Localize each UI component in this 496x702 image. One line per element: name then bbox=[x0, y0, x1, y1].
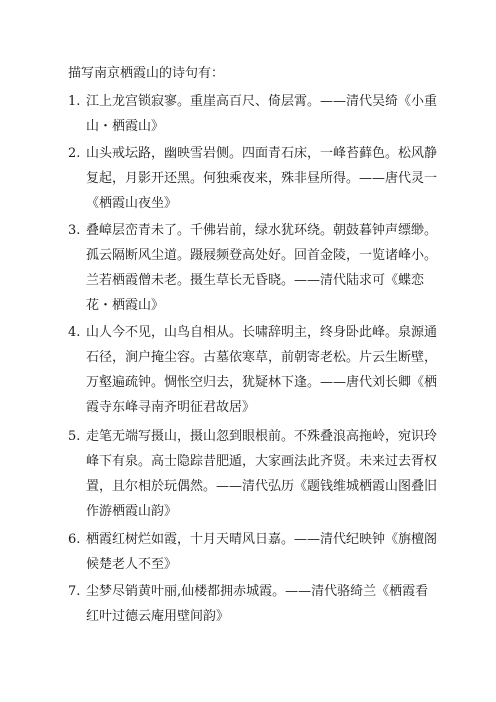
poem-item-6 bbox=[68, 527, 443, 577]
poem-line: 峰下有泉。高士隐踪昔肥遁，大家画法此齐贤。未来过去胥权 bbox=[86, 454, 438, 469]
poem-number: 5. bbox=[68, 429, 81, 444]
poem-item-3 bbox=[68, 218, 443, 318]
intro-text: 描写南京栖霞山的诗句有： bbox=[68, 66, 225, 81]
poem-line: 兰若栖霞僧未老。摄生草长无昏晓。——清代陆求可《蝶恋 bbox=[86, 273, 425, 288]
poem-line: 置，且尔相於玩偶然。——清代弘历《题钱维城栖霞山图叠旧 bbox=[86, 479, 438, 494]
poem-item-2 bbox=[68, 141, 443, 216]
poem-line: 霞寺东峰寻南齐明征君故居》 bbox=[86, 400, 256, 415]
poem-item-5 bbox=[68, 424, 443, 524]
poem-number: 7. bbox=[68, 584, 81, 599]
poem-number: 2. bbox=[68, 146, 81, 161]
poem-line: 走笔无端写摄山，摄山忽到眼根前。不殊叠浪高拖岭，宛识玲 bbox=[86, 429, 438, 444]
poem-line: 孤云隔断风尘道。蹑屐频登高处好。回首金陵，一览诸峰小。 bbox=[86, 248, 438, 263]
poem-line: 江上龙宫锁寂寥。重崖高百尺、倚层霄。——清代吴绮《小重 bbox=[86, 94, 438, 109]
poem-number: 3. bbox=[68, 223, 81, 238]
poem-line: 山头戒坛路，幽映雪岩侧。四面青石床，一峰苔藓色。松风静 bbox=[86, 146, 438, 161]
poem-item-4 bbox=[68, 320, 443, 420]
poem-line: 栖霞红树烂如霞，十月天晴风日嘉。——清代纪映钟《旃檀阁 bbox=[86, 532, 438, 547]
poem-line: 山人今不见，山鸟自相从。长啸辞明主，终身卧此峰。泉源通 bbox=[86, 325, 438, 340]
poem-line: 石径，涧户掩尘容。古墓依寒草，前朝寄老松。片云生断壁， bbox=[86, 350, 438, 365]
poem-line: 万壑遍疏钟。惆怅空归去，犹疑林下逢。——唐代刘长卿《栖 bbox=[86, 375, 438, 390]
poem-item-1 bbox=[68, 89, 443, 139]
poem-line: 复起，月影开还黑。何独乘夜来，殊非昼所得。——唐代灵一 bbox=[86, 171, 438, 186]
poem-number: 4. bbox=[68, 325, 81, 340]
poem-line: 花・栖霞山》 bbox=[86, 298, 165, 313]
poem-line: 《栖霞山夜坐》 bbox=[86, 196, 178, 211]
poem-line: 红叶过德云庵用壁间韵》 bbox=[86, 609, 230, 624]
poem-line: 作游栖霞山韵》 bbox=[86, 504, 178, 519]
poem-line: 叠嶂层峦青未了。千佛岩前，绿水犹环绕。朝鼓暮钟声缥缈。 bbox=[86, 223, 438, 238]
poem-line: 候楚老人不至》 bbox=[86, 557, 178, 572]
poem-number: 6. bbox=[68, 532, 81, 547]
poem-line: 尘梦尽销黄叶丽,仙楼都拥赤城霞。——清代骆绮兰《栖霞看 bbox=[86, 584, 429, 599]
poem-number: 1. bbox=[68, 94, 81, 109]
poem-item-7 bbox=[68, 579, 443, 629]
poem-line: 山・栖霞山》 bbox=[86, 119, 165, 134]
